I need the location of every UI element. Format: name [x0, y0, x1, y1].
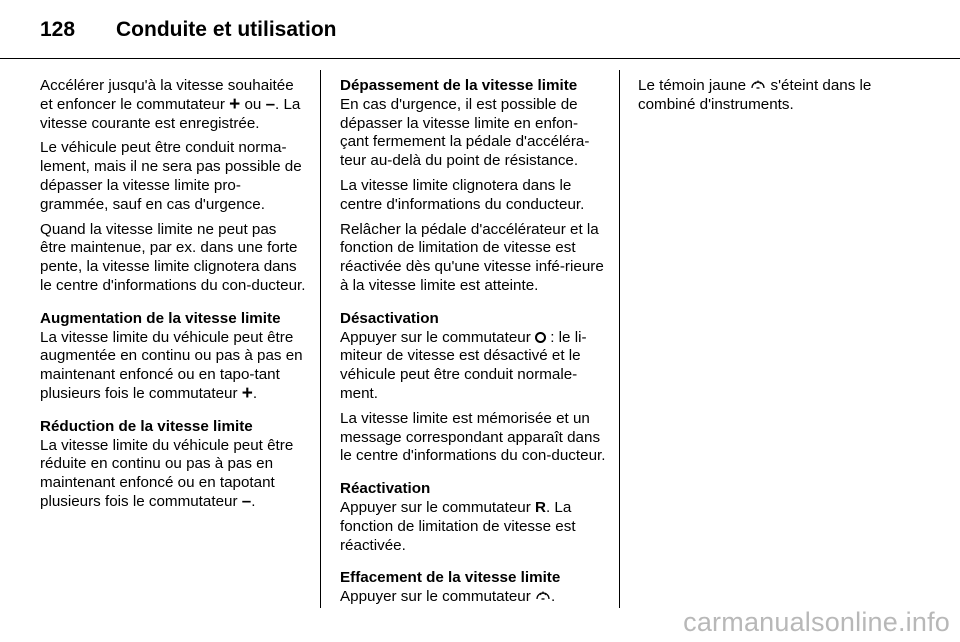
section-clear-limit: [340, 569, 606, 607]
section-title: Réduction de la vitesse limite: [40, 417, 253, 435]
paragraph: Le témoin jaune s'éteint dans le combiné d'instruments.: [638, 77, 872, 113]
minus-icon: –: [265, 93, 276, 113]
header-rule: [0, 58, 960, 59]
plus-icon: +: [241, 382, 253, 404]
section-increase-limit: [40, 310, 306, 404]
column-divider-1: [320, 70, 321, 608]
section-title: Dépassement de la vitesse limite: [340, 77, 578, 94]
r-switch-icon: R: [535, 498, 546, 516]
paragraph: Appuyer sur le commutateur : le li-miteur de vitesse est désactivé et le véhicule peut être conduit normale-ment.: [340, 328, 587, 402]
section-title: Effacement de la vitesse limite: [340, 569, 561, 587]
column-divider-2: [619, 70, 620, 608]
minus-icon: –: [241, 490, 252, 510]
paragraph: Relâcher la pédale d'accélérateur et la fonction de limitation de vitesse est réactivée dès qu'une vitesse infé-rieure à la vitesse limite est atteinte.: [340, 220, 604, 294]
chapter-title: Conduite et utilisation: [116, 18, 337, 41]
section-title: Augmentation de la vitesse limite: [40, 309, 281, 327]
column-1: [40, 77, 306, 518]
section-decrease-limit: [40, 418, 306, 512]
paragraph: La vitesse limite du véhicule peut être augmentée en continu ou pas à pas en maintenant enfoncé ou en tapo-tant plusieurs fois le commutateur +.: [40, 328, 303, 404]
column-2: [340, 77, 606, 613]
paragraph: Accélérer jusqu'à la vitesse souhaitée et enfoncer le commutateur + ou –. La vitesse courante est enregistrée.: [40, 77, 301, 132]
paragraph: Appuyer sur le commutateur R. La fonction de limitation de vitesse est réactivée.: [340, 498, 576, 554]
speed-limiter-warning-icon: [750, 77, 766, 91]
speed-limiter-icon: [535, 588, 551, 602]
paragraph: Quand la vitesse limite ne peut pas être maintenue, par ex. dans une forte pente, la vitesse limite clignotera dans le centre d'informations du con-ducteur.: [40, 220, 306, 294]
section-deactivation: [340, 310, 606, 466]
paragraph: En cas d'urgence, il est possible de dépasser la vitesse limite en enfon-çant fermement la pédale d'accéléra-teur au-delà du point de résistance.: [340, 95, 590, 170]
paragraph: La vitesse limite du véhicule peut être réduite en continu ou pas à pas en maintenant enfoncé ou en tapotant plusieurs fois le commutateur –.: [40, 436, 294, 510]
section-title: Désactivation: [340, 309, 439, 327]
page-number: 128: [40, 18, 76, 41]
page-header: [40, 18, 337, 48]
section-title: Réactivation: [340, 480, 431, 498]
paragraph: Le véhicule peut être conduit norma-lement, mais il ne sera pas possible de dépasser la vitesse limite pro-grammée, sauf en cas d'urgence.: [40, 139, 302, 213]
section-exceed-limit: [340, 77, 606, 296]
watermark: carmanualsonline.info: [683, 607, 950, 637]
plus-icon: +: [229, 93, 241, 115]
paragraph: La vitesse limite est mémorisée et un message correspondant apparaît dans le centre d'informations du con-ducteur.: [340, 409, 606, 465]
paragraph: Appuyer sur le commutateur .: [340, 588, 556, 606]
circle-switch-icon: [535, 332, 546, 343]
column-3: [638, 77, 908, 121]
section-reactivation: [340, 480, 606, 555]
paragraph: La vitesse limite clignotera dans le centre d'informations du conducteur.: [340, 176, 585, 213]
